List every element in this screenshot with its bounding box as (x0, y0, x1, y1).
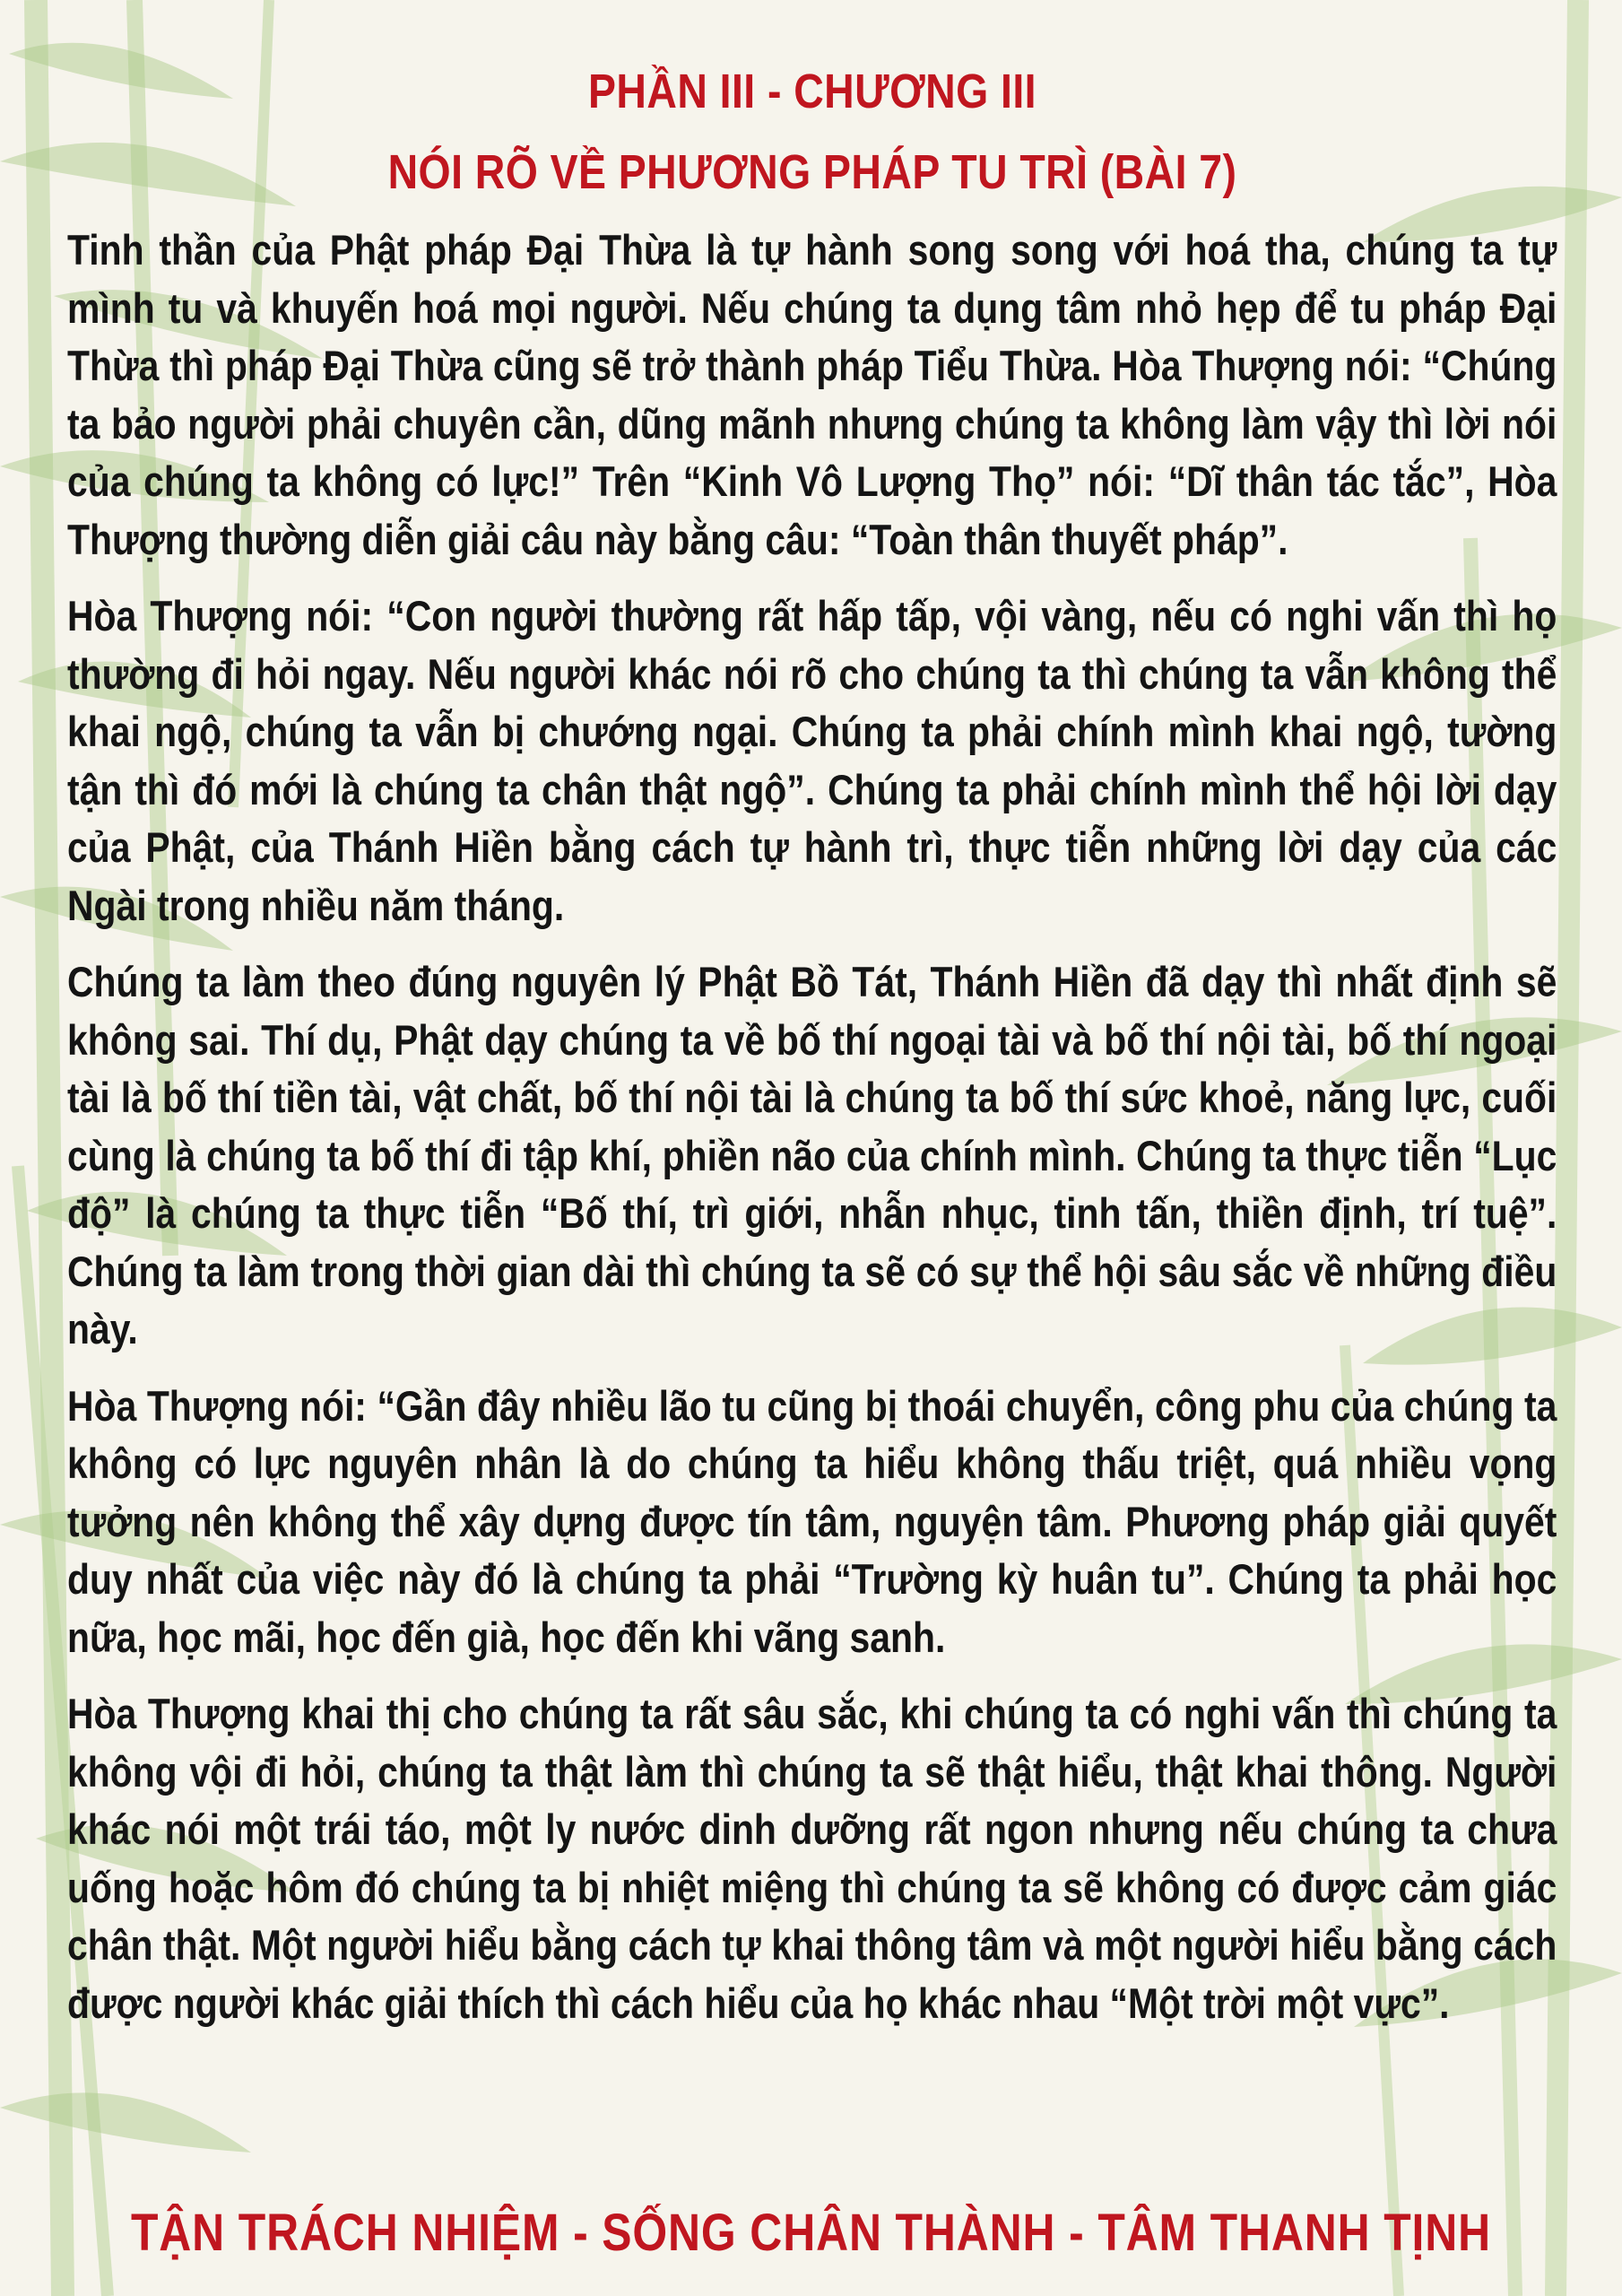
paragraph-4: Hòa Thượng nói: “Gần đây nhiều lão tu cũng bị thoái chuyển, công phu của chúng ta không có lực nguyên nhân là do chúng ta hiểu không thấu triệt, quá nhiều vọng tưởng nên không thể xây dựng được tín tâm, nguyện tâm. Phương pháp giải quyết duy nhất của việc này đó là chúng ta phải “Trường kỳ huân tu”. Chúng ta phải học nữa, học mãi, học đến già, học đến khi vãng sanh. (67, 1381, 1557, 1661)
paragraph-1: Tinh thần của Phật pháp Đại Thừa là tự hành song song với hoá tha, chúng ta tự mình tu và khuyến hoá mọi người. Nếu chúng ta dụng tâm nhỏ hẹp để tu pháp Đại Thừa thì pháp Đại Thừa cũng sẽ trở thành pháp Tiểu Thừa. Hòa Thượng nói: “Chúng ta bảo người phải chuyên cần, dũng mãnh nhưng chúng ta không làm vậy thì lời nói của chúng ta không có lực!” Trên “Kinh Vô Lượng Thọ” nói: “Dĩ thân tác tắc”, Hòa Thượng thường diễn giải câu này bằng câu: “Toàn thân thuyết pháp”. (67, 226, 1557, 563)
paragraph-5: Hòa Thượng khai thị cho chúng ta rất sâu sắc, khi chúng ta có nghi vấn thì chúng ta không vội đi hỏi, chúng ta thật làm thì chúng ta sẽ thật hiểu, thật khai thông. Người khác nói một trái táo, một ly nước dinh dưỡng rất ngon nhưng nếu chúng ta chưa uống hoặc hôm đó chúng ta bị nhiệt miệng thì chúng ta sẽ không có được cảm giác chân thật. Một người hiểu bằng cách tự khai thông tâm và một người hiểu bằng cách được người khác giải thích thì cách hiểu của họ khác nhau “Một trời một vực”. (67, 1690, 1557, 2027)
footer-motto: TẬN TRÁCH NHIỆM - SỐNG CHÂN THÀNH - TÂM THANH TỊNH (130, 2204, 1492, 2262)
paragraph-2: Hòa Thượng nói: “Con người thường rất hấp tấp, vội vàng, nếu có nghi vấn thì họ thường đi hỏi ngay. Nếu người khác nói rõ cho chúng ta thì chúng ta vẫn không thể khai ngộ, chúng ta vẫn bị chướng ngại. Chúng ta phải chính mình khai ngộ, tường tận thì đó mới là chúng ta chân thật ngộ”. Chúng ta phải chính mình thể hội lời dạy của Phật, của Thánh Hiền bằng cách tự hành trì, thực tiễn những lời dạy của các Ngài trong nhiều năm tháng. (67, 592, 1557, 929)
chapter-title: PHẦN III - CHƯƠNG III (587, 65, 1037, 118)
body-text (67, 222, 1557, 2032)
paragraph-3: Chúng ta làm theo đúng nguyên lý Phật Bồ Tát, Thánh Hiền đã dạy thì nhất định sẽ không sai. Thí dụ, Phật dạy chúng ta về bố thí ngoại tài và bố thí nội tài, bố thí ngoại tài là bố thí tiền tài, vật chất, bố thí nội tài là chúng ta bố thí sức khoẻ, năng lực, cuối cùng là chúng ta bố thí đi tập khí, phiền não của chính mình. Chúng ta thực tiễn “Lục độ” là chúng ta thực tiễn “Bố thí, trì giới, nhẫn nhục, tinh tấn, thiền định, trí tuệ”. Chúng ta làm trong thời gian dài thì chúng ta sẽ có sự thể hội sâu sắc về những điều này. (67, 958, 1557, 1352)
lesson-title: NÓI RÕ VỀ PHƯƠNG PHÁP TU TRÌ (BÀI 7) (387, 145, 1237, 199)
